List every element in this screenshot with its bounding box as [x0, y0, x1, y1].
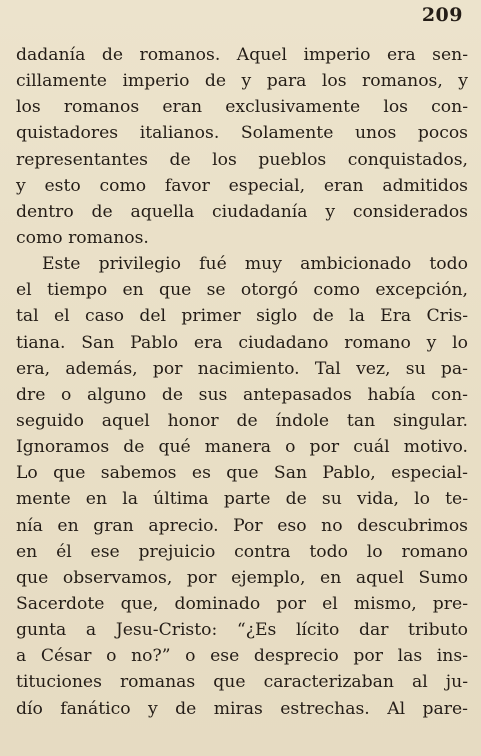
page-number: 209 [421, 4, 463, 26]
text-line: Sacerdote que, dominado por el mismo, pre- [16, 593, 468, 614]
text-line: gunta a Jesu-Cristo: “¿Es lícito dar tributo [16, 620, 468, 641]
text-line: dre o alguno de sus antepasados había con- [16, 384, 468, 405]
text-line: Lo que sabemos es que San Pablo, especial- [16, 463, 468, 484]
text-line: tal el caso del primer siglo de la Era Cris- [16, 306, 468, 327]
text-line: era, además, por nacimiento. Tal vez, su pa- [16, 358, 468, 379]
text-line: representantes de los pueblos conquistados, [16, 149, 468, 170]
text-line: tituciones romanas que caracterizaban al ju- [16, 672, 468, 693]
text-line: cillamente imperio de y para los romanos, y [16, 71, 468, 92]
paragraph-1 [16, 42, 468, 251]
text-line: los romanos eran exclusivamente los con- [16, 97, 468, 118]
text-line: nía en gran aprecio. Por eso no descubrimos [16, 515, 468, 536]
text-line: en él ese prejuicio contra todo lo romano [16, 541, 468, 562]
text-line: dío fanático y de miras estrechas. Al pare- [16, 698, 468, 719]
text-line: tiana. San Pablo era ciudadano romano y lo [16, 332, 468, 353]
text-line: a César o no?” o ese desprecio por las ins- [16, 646, 468, 667]
text-line: mente en la última parte de su vida, lo te- [16, 489, 468, 510]
text-line: y esto como favor especial, eran admitidos [16, 175, 468, 196]
text-line: Este privilegio fué muy ambicionado todo [42, 254, 468, 275]
text-line: quistadores italianos. Solamente unos pocos [16, 123, 468, 144]
text-line: Ignoramos de qué manera o por cuál motivo. [16, 437, 468, 458]
text-line: dentro de aquella ciudadanía y considerados [16, 201, 468, 222]
body-text [16, 42, 468, 722]
text-line: como romanos. [16, 227, 149, 248]
text-line: que observamos, por ejemplo, en aquel Sumo [16, 567, 468, 588]
text-line: seguido aquel honor de índole tan singular. [16, 410, 468, 431]
text-line: el tiempo en que se otorgó como excepción, [16, 280, 468, 301]
paragraph-2 [16, 251, 468, 722]
text-line: dadanía de romanos. Aquel imperio era sen- [16, 45, 468, 65]
